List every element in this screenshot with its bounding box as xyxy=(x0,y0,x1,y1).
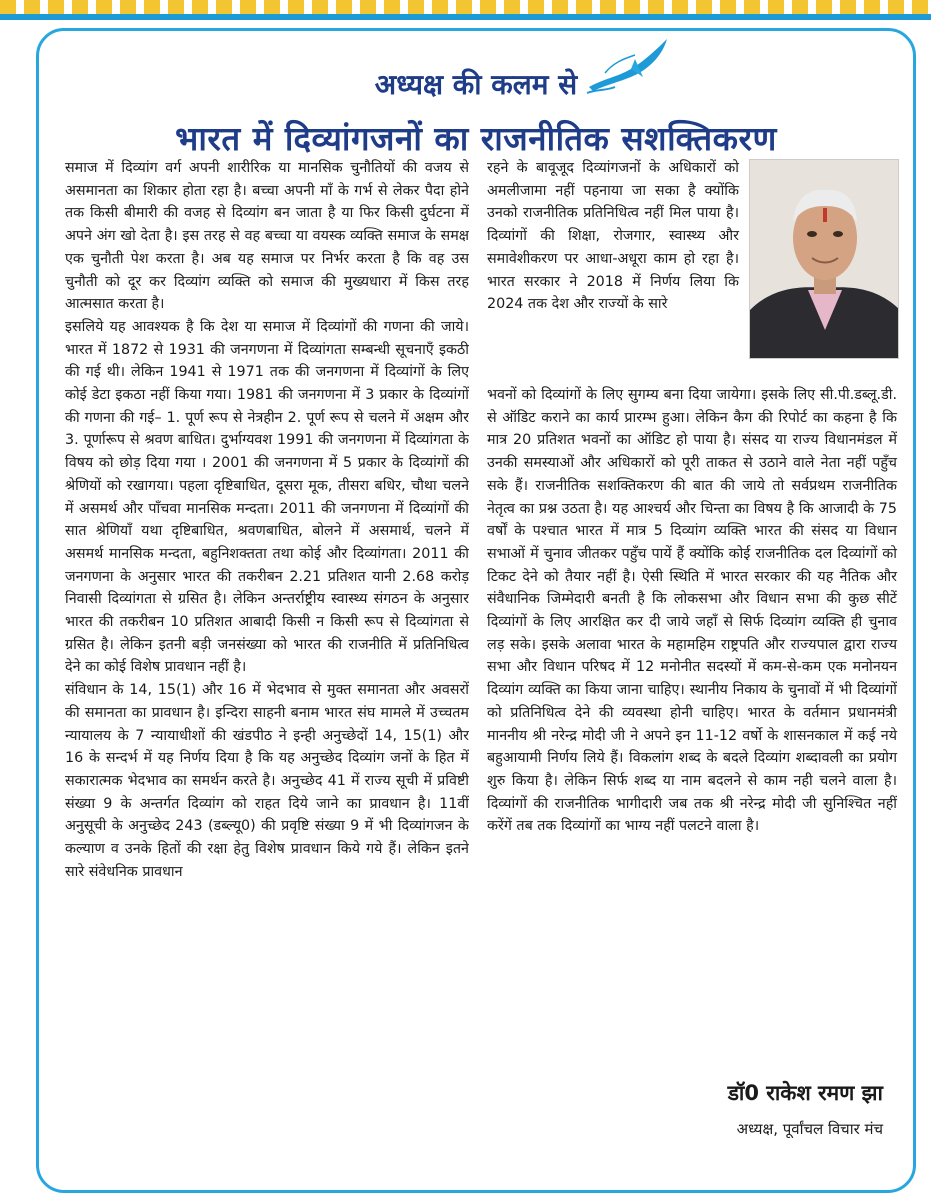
author-designation: अध्यक्ष, पूर्वांचल विचार मंच xyxy=(736,1120,883,1138)
pen-nib-icon xyxy=(583,33,671,97)
article-title: भारत में दिव्यांगजनों का राजनीतिक सशक्तिकरण xyxy=(175,119,777,158)
article-paragraph: रहने के बावूजूद दिव्यांगजनों के अधिकारों को अमलीजामा नहीं पहनाया जा सका है क्योंकि उनको राजनीतिक प्रतिनिधित्व नहीं मिल पाया है। दिव्यांगों की शिक्षा, रोजगार, स्वास्थ्य और समावेशीकरण पर आधा-अधूरा काम हो रहा है। भारत सरकार ने 2018 में निर्णय लिया कि 2024 तक देश और राज्यों के सारे xyxy=(487,160,739,313)
article-right-column-top xyxy=(487,157,739,316)
top-decorative-band xyxy=(0,0,931,14)
author-photo xyxy=(749,159,899,359)
article-paragraph: समाज में दिव्यांग वर्ग अपनी शारीरिक या मानसिक चुनौतियों की वजय से असमानता का शिकार होता रहा है। बच्चा अपनी माँ के गर्भ से लेकर पैदा होने तक किसी बीमारी की वजह से दिव्यांग बन जाता है या फिर किसी दुर्घटना में अपने अंग खो देता है। इस तरह से वह बच्चा या वयस्क व्यक्ति समाज के समक्ष एक चुनौती पेश करता है। अब यह समाज पर निर्भर करता है कि वह उस चुनौती को दूर कर दिव्यांग व्यक्ति को समाज की मुख्यधारा में किस तरह आत्मसात करता है। xyxy=(65,160,469,313)
article-paragraph: इसलिये यह आवश्यक है कि देश या समाज में दिव्यांगों की गणना की जाये। भारत में 1872 से 1931 की जनगणना में दिव्यांगता सम्बन्धी सूचनाएँ इकठी की गई थी। लेकिन 1941 से 1971 तक की जनगणना में दिव्यांगों के लिए कोई डेटा इकठा नहीं किया गया। 1981 की जनगणना में 3 प्रकार के दिव्यांगों की गणना की गई– 1. पूर्ण रूप से नेत्रहीन 2. पूर्ण रूप से चलने में अक्षम और 3. पूर्णारूप से श्रवण बाधित। दुर्भाग्यवश 1991 की जनगणना में दिव्यांगता के विषय को छोड़ दिया गया । 2001 की जनगणना में 5 प्रकार के दिव्यांगों की श्रेणियों को रखागया। पहला दृष्टिबाधित, दूसरा मूक, तीसरा बधिर, चौथा चलने में असमर्थ और पाँचवा मानसिक मन्दता। 2011 की जनगणना में दिव्यांगों की सात श्रेणियाँ यथा दृष्टिबाधित, श्रवणबाधित, बोलने में असमार्थ, चलने में असमर्थ मानसिक मन्दता, बहुनिशक्तता तथा कोई और दिव्यांगता। 2011 की जनगणना के अनुसार भारत की तकरीबन 2.21 प्रतिशत यानी 2.68 करोड़ निवासी दिव्यांगता से ग्रसित है। लेकिन अन्तर्राष्ट्रीय स्वास्थ्य संगठन के अनुसार भारत की तकरीबन 10 प्रतिशत आबादी किसी न किसी रूप से दिव्यांगता से ग्रसित है। लेकिन इतनी बड़ी जनसंख्या को भारत की राजनीति में प्रतिनिधित्व देने का कोई विशेष प्रावधान नहीं है। xyxy=(65,318,469,676)
column-heading: अध्यक्ष की कलम से xyxy=(374,68,578,101)
top-blue-band xyxy=(0,14,931,20)
article-right-column-bottom xyxy=(487,384,897,838)
article-frame xyxy=(36,28,916,1193)
article-left-column xyxy=(65,157,469,1177)
author-name: डॉ0 राकेश रमण झा xyxy=(727,1081,883,1105)
article-paragraph: संविधान के 14, 15(1) और 16 में भेदभाव से मुक्त समानता और अवसरों की समानता का प्रावधान है। इन्दिरा साहनी बनाम भारत संघ मामले में उच्चतम न्यायालय के 7 न्यायाधीशों की खंडपीठ ने इन्ही अनुच्छेदों 14, 15(1) और 16 के सन्दर्भ में यह निर्णय दिया है कि यह अनुच्छेद दिव्यांग जनों के हित में सकारात्मक भेदभाव का समर्थन करते है। अनुच्छेद 41 में राज्य सूची में प्रविष्टी संख्या 9 के अन्तर्गत दिव्यांग को राहत दिये जाने का प्रावधान है। 11वीं अनुसूची के अनुच्छेद 243 (डब्ल्यू0) की प्रवृष्टि संख्या 9 में भी दिव्यांगजन के कल्याण व उनके हितों की रक्षा हेतु विशेष प्रावधान किये गये हैं। लेकिन इतने सारे संवेधनिक प्रावधान xyxy=(65,682,469,880)
article-paragraph: भवनों को दिव्यांगों के लिए सुगम्य बना दिया जायेगा। इसके लिए सी.पी.डब्लू.डी. से ऑडिट कराने का कार्य प्रारम्भ हुआ। लेकिन कैग की रिपोर्ट का कहना है कि मात्र 20 प्रतिशत भवनों का ऑडिट हो पाया है। संसद या राज्य विधानमंडल में उनकी समस्याओं और अधिकारों को पूरी ताकत से उठाने वाले नेता नहीं पहुँच सके हैं। राजनीतिक सशक्तिकरण की बात की जाये तो सर्वप्रथम राजनीतिक नेतृत्व का प्रश्न उठता है। यह आश्चर्य और चिन्ता का विषय है कि आजादी के 75 वर्षों के पश्चात भारत में मात्र 5 दिव्यांग व्यक्ति भारत की संसद या विधान सभाओं में चुनाव जीतकर पहुँच पायें हैं क्योंकि कोई राजनीतिक दल दिव्यांगों को टिकट देने को तैयार नहीं है। ऐसी स्थिति में भारत सरकार की यह नैतिक और संवैधानिक जिम्मेदारी बनती है कि लोकसभा और विधान सभा की कुछ सीटें दिव्यांगों के लिए आरक्षित कर दी जाये जहाँ से सिर्फ दिव्यांग व्यक्ति ही चुनाव लड़ सके। इसके अलावा भारत के महामहिम राष्ट्रपति और राज्यपाल द्वारा राज्य सभा और विधान परिषद में 12 मनोनीत सदस्यों में कम-से-कम एक मनोनयन दिव्यांग व्यक्ति का किया जाना चाहिए। स्थानीय निकाय के चुनावों में भी दिव्यांगों को प्रतिनिधित्व देने की व्यवस्था होनी चाहिए। भारत के वर्तमान प्रधानमंत्री माननीय श्री नरेन्द्र मोदी जी ने अपने इन 11-12 वर्षो के शासनकाल में कई नये बहुआयामी निर्णय लिये हैं। विकलांग शब्द के बदले दिव्यांग शब्दावली का प्रयोग शुरु किया है। लेकिन सिर्फ शब्द या नाम बदलने से काम नही चलने वाला है। दिव्यांगों की राजनीतिक भागीदारी जब तक श्री नरेन्द्र मोदी जी सुनिश्चित नहीं करेंगें तब तक दिव्यांगों का भाग्य नहीं पलटने वाला है। xyxy=(487,387,897,835)
